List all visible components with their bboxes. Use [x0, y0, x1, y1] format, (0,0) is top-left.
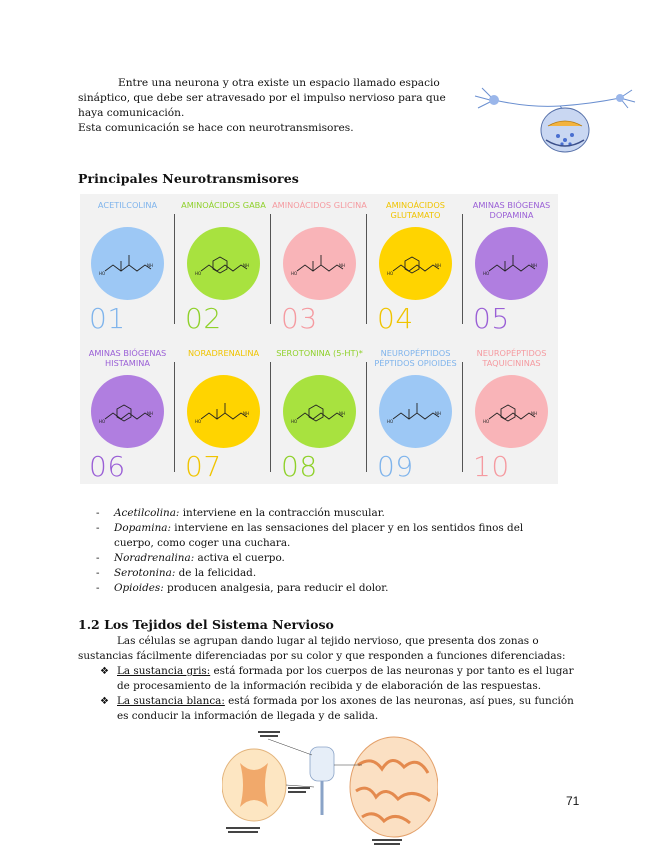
svg-text:HO: HO: [291, 271, 298, 276]
card-divider: [174, 214, 175, 324]
card-divider: [366, 214, 367, 324]
molecule-structure-icon: [475, 375, 548, 448]
card-divider: [270, 362, 271, 472]
svg-text:HO: HO: [99, 419, 106, 424]
molecule-circle: [91, 227, 164, 300]
neurotransmitter-number: 07: [185, 450, 222, 483]
intro-line-1: Entre una neurona y otra existe un espacio llamado espacio sináptico, que debe ser atravesado por el impulso nervioso para que haya comunicación.: [78, 77, 446, 119]
neurotransmitter-card: [464, 194, 559, 339]
tissue-item-label: La sustancia blanca:: [117, 695, 225, 707]
neurotransmitter-card: [80, 194, 175, 339]
gray-white-matter-illustration: [222, 725, 438, 848]
svg-text:NH: NH: [243, 263, 249, 268]
function-item: - Acetilcolina: interviene en la contracción muscular.: [96, 507, 385, 519]
tissue-intro: Las células se agrupan dando lugar al tejido nervioso, que presenta dos zonas o sustancias fácilmente diferenciadas por su color y que responden a funciones diferenciadas:: [78, 635, 566, 662]
neurotransmitter-name: AMINOÁCIDOS GABA: [181, 200, 266, 210]
intro-line-2: Esta comunicación se hace con neurotransmisores.: [78, 122, 354, 134]
neurotransmitter-name: ACETILCOLINA: [97, 200, 158, 210]
neurotransmitter-name: AMINAS BIÓGENAS HISTAMINA: [88, 348, 167, 368]
tissue-item-gray: [78, 664, 578, 694]
function-desc: activa el cuerpo.: [194, 552, 285, 564]
neurotransmitter-number: 03: [281, 302, 318, 335]
molecule-circle: [187, 227, 260, 300]
molecule-circle: [379, 227, 452, 300]
molecule-circle: [475, 227, 548, 300]
molecule-circle: [187, 375, 260, 448]
molecule-circle: [283, 375, 356, 448]
molecule-structure-icon: [91, 375, 164, 448]
card-divider: [462, 214, 463, 324]
svg-text:NH: NH: [339, 263, 345, 268]
neurotransmitter-card: [272, 194, 367, 339]
svg-text:HO: HO: [291, 419, 298, 424]
svg-text:NH: NH: [435, 263, 441, 268]
neurotransmitter-number: 04: [377, 302, 414, 335]
svg-text:NH: NH: [531, 411, 537, 416]
neurotransmitter-card: [176, 194, 271, 339]
neurotransmitter-number: 01: [89, 302, 126, 335]
svg-text:NH: NH: [147, 263, 153, 268]
card-divider: [270, 214, 271, 324]
svg-text:NH: NH: [531, 263, 537, 268]
page-number: 71: [566, 794, 580, 808]
neurotransmitter-card: [368, 194, 463, 339]
neurotransmitter-number: 10: [473, 450, 510, 483]
function-item: - Dopamina: interviene en las sensaciones del placer y en los sentidos finos del cuerpo, como coger una cuchara.: [96, 522, 524, 549]
molecule-circle: [91, 375, 164, 448]
section-title-neurotransmitters: Principales Neurotransmisores: [78, 171, 299, 186]
neuron-synapse-illustration: [470, 78, 640, 156]
function-desc: interviene en las sensaciones del placer y en los sentidos finos del cuerpo, como coger una cuchara.: [114, 522, 524, 549]
function-item: - Opioides: producen analgesia, para reducir el dolor.: [96, 582, 389, 594]
molecule-structure-icon: [379, 227, 452, 300]
tissue-section-body: [78, 634, 578, 724]
svg-text:HO: HO: [387, 271, 394, 276]
svg-text:NH: NH: [147, 411, 153, 416]
intro-paragraph: [78, 76, 473, 136]
svg-text:HO: HO: [483, 271, 490, 276]
neurotransmitter-functions-list: [96, 506, 566, 596]
tissue-item-label: La sustancia gris:: [117, 665, 211, 677]
neurotransmitter-card: [464, 342, 559, 487]
molecule-structure-icon: [187, 375, 260, 448]
neurotransmitter-number: 05: [473, 302, 510, 335]
neurotransmitter-name: AMINAS BIÓGENAS DOPAMINA: [472, 200, 551, 220]
function-desc: producen analgesia, para reducir el dolor.: [163, 582, 389, 594]
svg-text:NH: NH: [435, 411, 441, 416]
tissue-item-text: está formada por los cuerpos de las neuronas y por tanto es el lugar de procesamiento de la información recibida y de elaboración de las respuestas.: [117, 665, 574, 692]
card-divider: [462, 362, 463, 472]
tissue-item-white: [78, 694, 578, 724]
neurotransmitter-name: AMINOÁCIDOS GLUTAMATO: [385, 200, 446, 220]
neurotransmitter-infographic: [80, 194, 558, 484]
function-item: - Serotonina: de la felicidad.: [96, 567, 257, 579]
neuron-body-right: [616, 94, 624, 102]
neurotransmitter-number: 09: [377, 450, 414, 483]
function-desc: interviene en la contracción muscular.: [179, 507, 385, 519]
neurotransmitter-card: [272, 342, 367, 487]
function-term: Opioides:: [114, 582, 164, 594]
molecule-circle: [283, 227, 356, 300]
molecule-structure-icon: [475, 227, 548, 300]
card-divider: [174, 362, 175, 472]
svg-text:NH: NH: [243, 411, 249, 416]
function-term: Acetilcolina:: [114, 507, 180, 519]
tissue-section-heading: 1.2 Los Tejidos del Sistema Nervioso: [78, 617, 334, 632]
svg-text:HO: HO: [195, 271, 202, 276]
svg-text:HO: HO: [195, 419, 202, 424]
svg-text:HO: HO: [387, 419, 394, 424]
diamond-bullet-icon: ❖: [100, 696, 109, 707]
molecule-structure-icon: [283, 375, 356, 448]
diamond-bullet-icon: ❖: [100, 666, 109, 677]
svg-text:HO: HO: [483, 419, 490, 424]
function-item: - Noradrenalina: activa el cuerpo.: [96, 552, 285, 564]
neurotransmitter-number: 08: [281, 450, 318, 483]
neurotransmitter-number: 06: [89, 450, 126, 483]
svg-text:HO: HO: [99, 271, 106, 276]
neurotransmitter-number: 02: [185, 302, 222, 335]
molecule-structure-icon: [283, 227, 356, 300]
card-divider: [366, 362, 367, 472]
neurotransmitter-name: NEUROPÉPTIDOS PÉPTIDOS OPIOIDES: [374, 348, 457, 368]
neuron-body-left: [489, 95, 499, 105]
neurotransmitter-name: SEROTONINA (5-HT)*: [276, 348, 363, 358]
molecule-structure-icon: [91, 227, 164, 300]
molecule-structure-icon: [187, 227, 260, 300]
neurotransmitter-name: NORADRENALINA: [187, 348, 260, 358]
neurotransmitter-name: AMINOÁCIDOS GLICINA: [272, 200, 367, 210]
molecule-circle: [379, 375, 452, 448]
neurotransmitter-card: [176, 342, 271, 487]
svg-text:NH: NH: [339, 411, 345, 416]
neurotransmitter-card: [80, 342, 175, 487]
neurotransmitter-card: [368, 342, 463, 487]
function-term: Dopamina:: [114, 522, 171, 534]
function-term: Serotonina:: [114, 567, 176, 579]
function-term: Noradrenalina:: [114, 552, 195, 564]
molecule-circle: [475, 375, 548, 448]
neurotransmitter-name: NEUROPÉPTIDOS TAQUICININAS: [476, 348, 547, 368]
tissue-item-text: está formada por los axones de las neuronas, así pues, su función es conducir la información de llegada y de salida.: [117, 695, 574, 722]
function-desc: de la felicidad.: [175, 567, 257, 579]
molecule-structure-icon: [379, 375, 452, 448]
